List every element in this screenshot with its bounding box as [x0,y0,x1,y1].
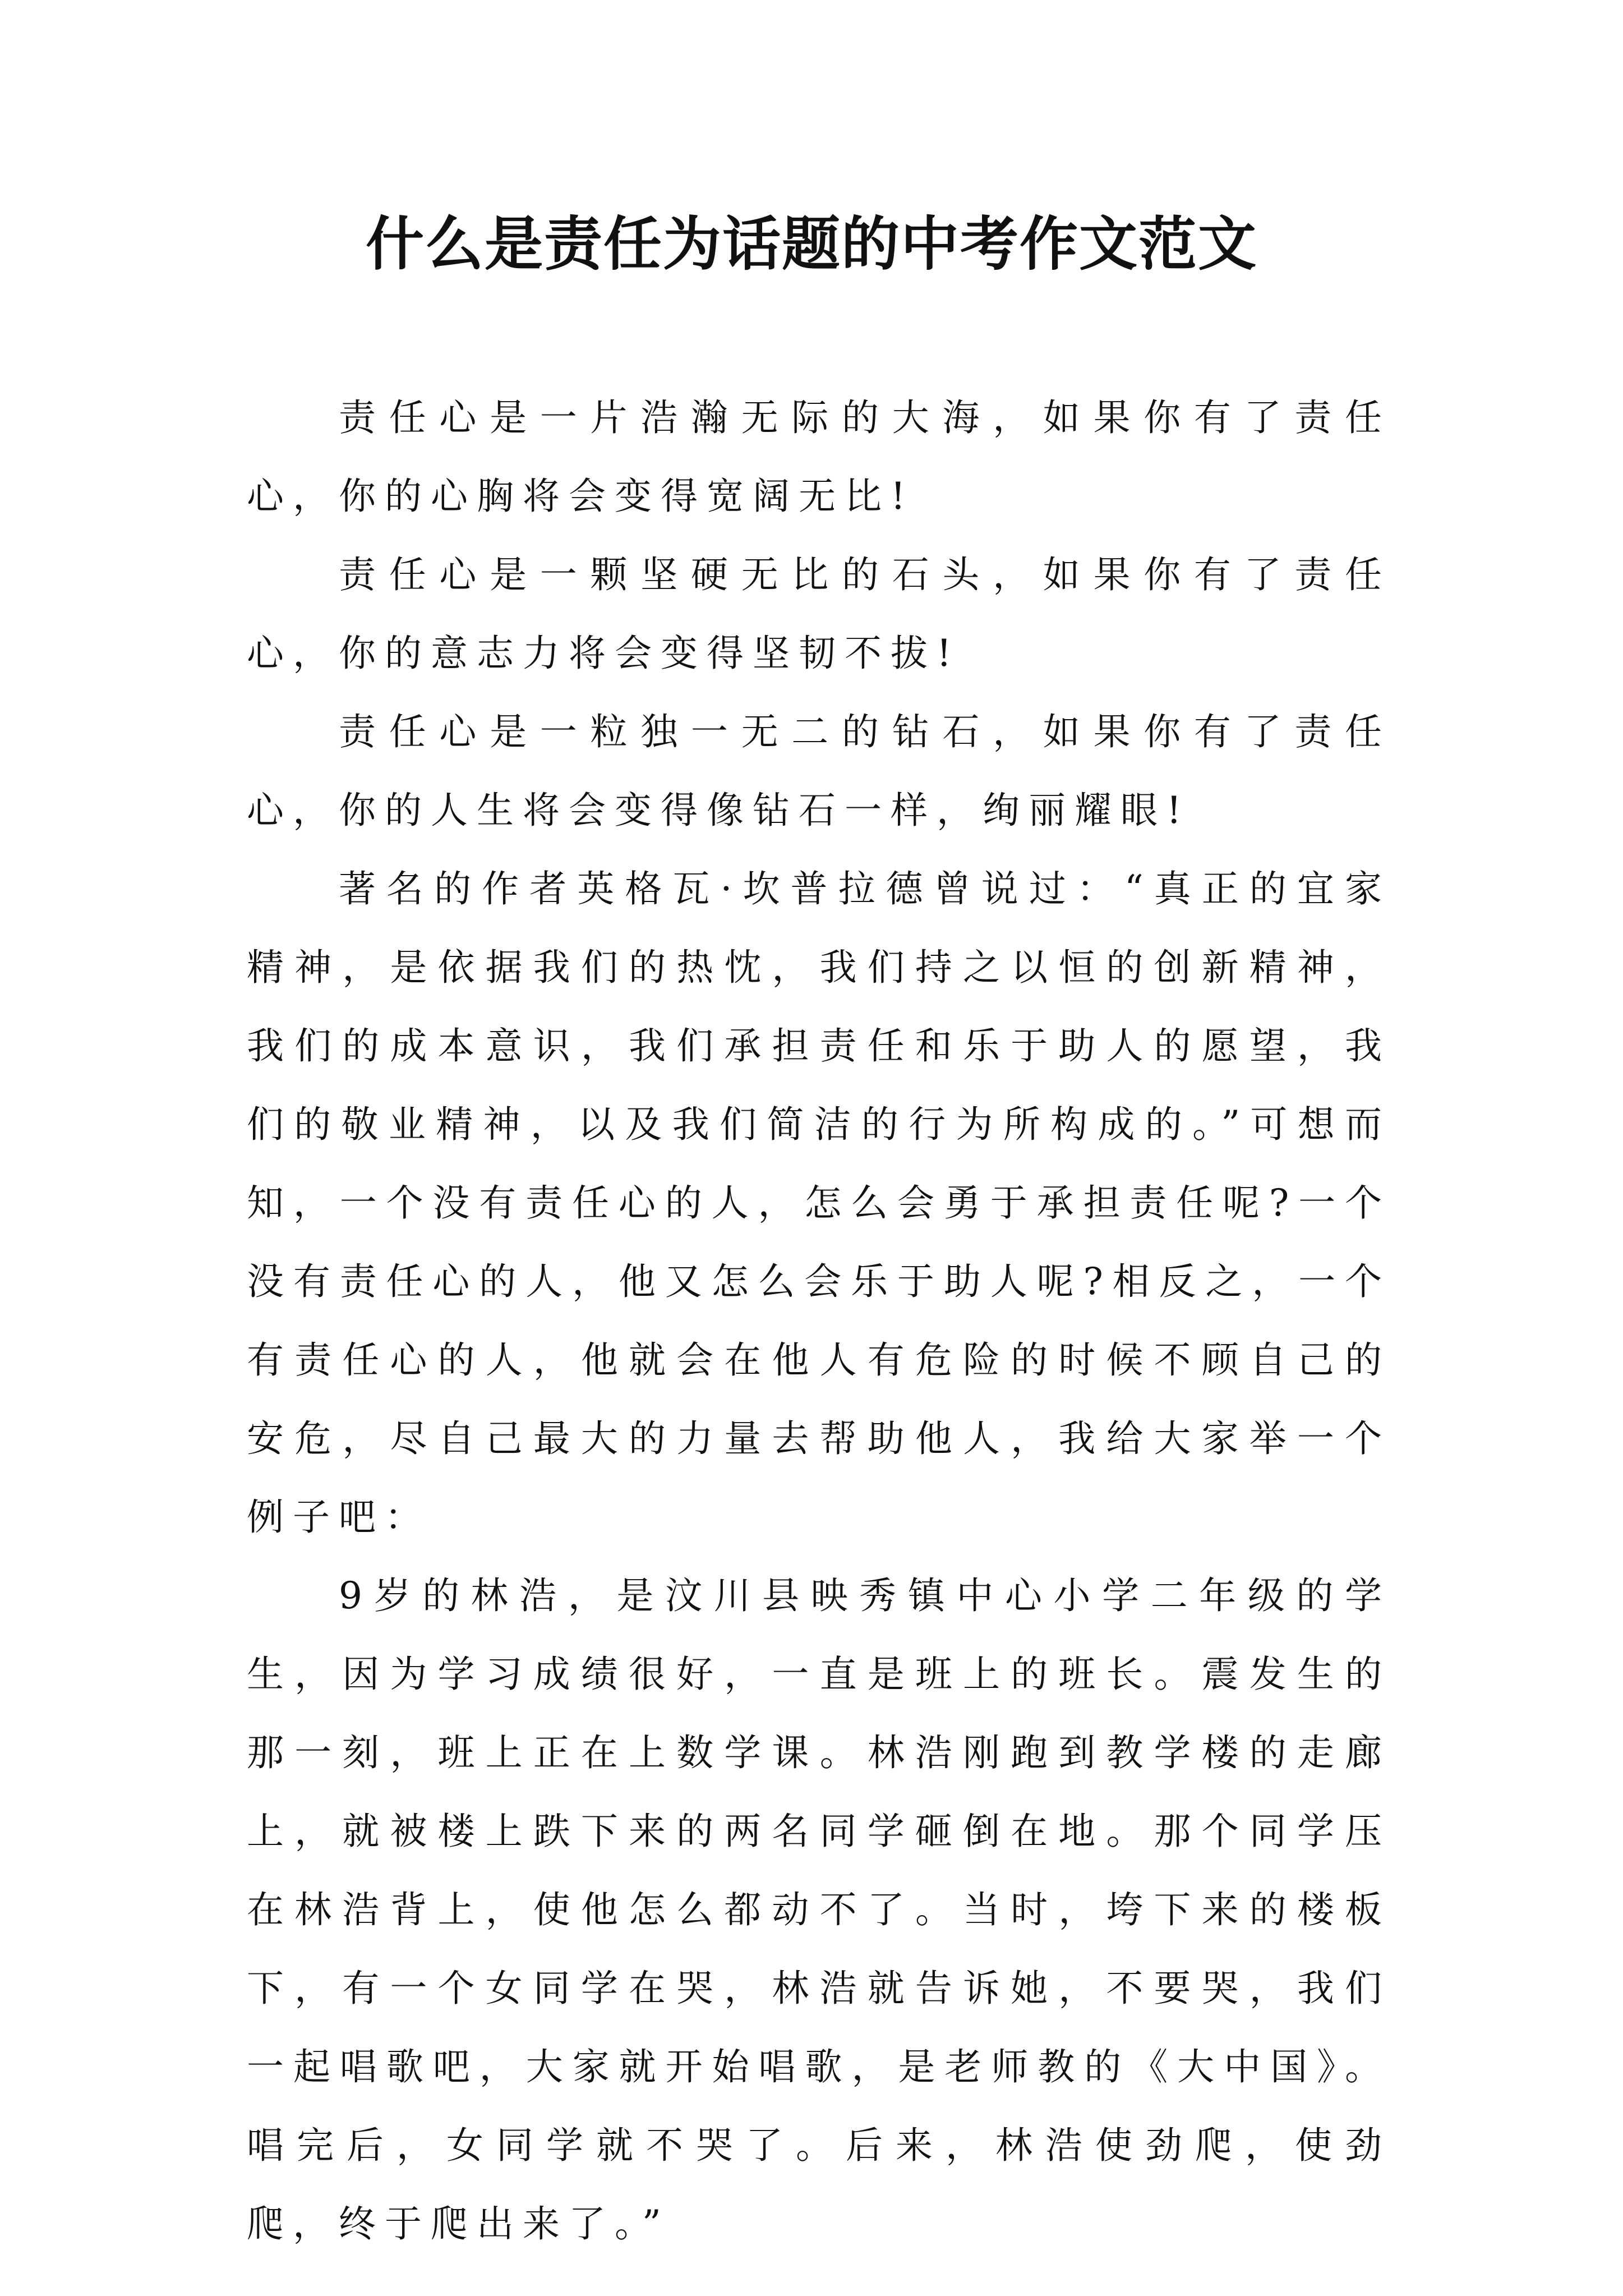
document-body [247,379,1391,2263]
paragraph: 责任心是一片浩瀚无际的大海，如果你有了责任心，你的心胸将会变得宽阔无比! [247,396,1391,518]
paragraph: 责任心是一粒独一无二的钻石，如果你有了责任心，你的人生将会变得像钻石一样，绚丽耀眼! [247,710,1391,832]
paragraph: 9岁的林浩，是汶川县映秀镇中心小学二年级的学生，因为学习成绩很好，一直是班上的班长。震发生的那一刻，班上正在上数学课。林浩刚跑到教学楼的走廊上，就被楼上跌下来的两名同学砸倒在地。那个同学压在林浩背上，使他怎么都动不了。当时，垮下来的楼板下，有一个女同学在哭，林浩就告诉她，不要哭，我们一起唱歌吧，大家就开始唱歌，是老师教的《大中国》。唱完后，女同学就不哭了。后来，林浩使劲爬，使劲爬，终于爬出来了。” [247,1574,1391,2246]
paragraph: 著名的作者英格瓦·坎普拉德曾说过：“真正的宜家精神，是依据我们的热忱，我们持之以恒的创新精神，我们的成本意识，我们承担责任和乐于助人的愿望，我们的敬业精神，以及我们简洁的行为所构成的。”可想而知，一个没有责任心的人，怎么会勇于承担责任呢?一个没有责任心的人，他又怎么会乐于助人呢?相反之，一个有责任心的人，他就会在他人有危险的时候不顾自己的安危，尽自己最大的力量去帮助他人，我给大家举一个例子吧： [247,867,1391,1539]
paragraph: 责任心是一颗坚硬无比的石头，如果你有了责任心，你的意志力将会变得坚韧不拔! [247,553,1391,675]
document-title: 什么是责任为话题的中考作文范文 [365,210,1257,278]
